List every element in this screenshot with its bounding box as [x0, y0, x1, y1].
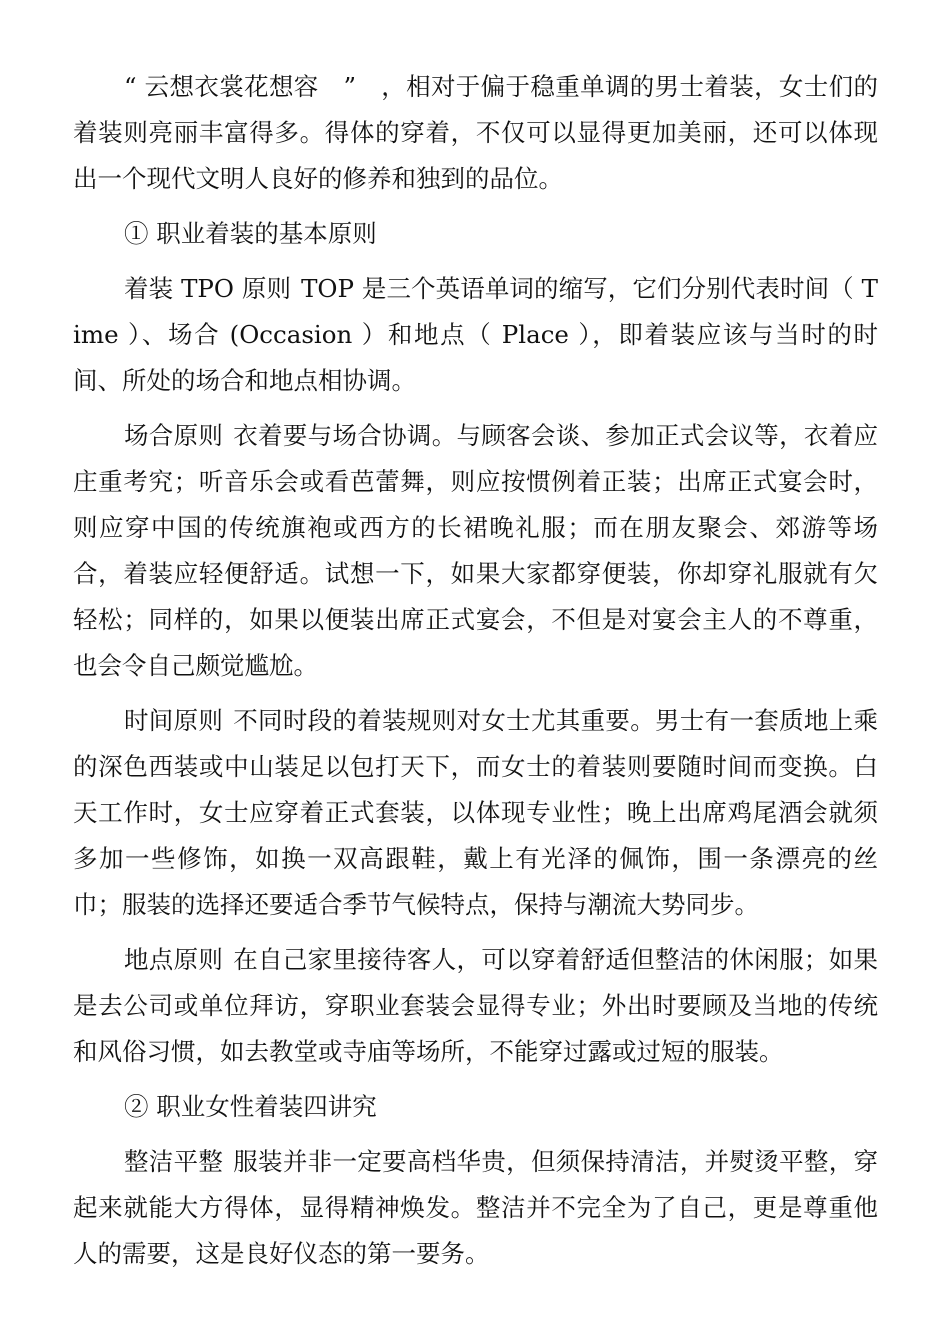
tpo-principle-paragraph [73, 266, 878, 404]
paragraph-text: TOP 是三个英语单词的缩写，它们分别代表时间（ Time ）、场合 (Occasion ）和地点（ Place ），即着装应该与当时的时间、所处的场合和地点相协调。 [73, 274, 878, 395]
occasion-principle-paragraph [73, 413, 878, 689]
paragraph-text: 不同时段的着装规则对女士尤其重要。男士有一套质地上乘的深色西装或中山装足以包打天下，而女士的着装则要随时间而变换。白天工作时，女士应穿着正式套装，以体现专业性；晚上出席鸡尾酒会就须多加一些修饰，如换一双高跟鞋，戴上有光泽的佩饰，围一条漂亮的丝巾；服装的选择还要适合季节气候特点，保持与潮流大势同步。 [73, 706, 879, 919]
section-heading-basic-principles [73, 211, 878, 257]
section-heading-four-points [73, 1084, 878, 1130]
paragraph-text: 服装并非一定要高档华贵，但须保持清洁，并熨烫平整，穿起来就能大方得体，显得精神焕发。整洁并不完全为了自己，更是尊重他人的需要，这是良好仪态的第一要务。 [73, 1147, 879, 1268]
paragraph-lead-term: 整洁平整 [124, 1147, 224, 1176]
paragraph-lead-term: 时间原则 [124, 706, 224, 735]
paragraph-lead-term: 场合原则 [124, 421, 224, 450]
place-principle-paragraph [73, 937, 878, 1075]
paragraph-lead-term: 着装 TPO 原则 [124, 274, 292, 303]
paragraph-lead-term: 地点原则 [124, 945, 224, 974]
neat-tidy-paragraph [73, 1139, 878, 1277]
paragraph-text: “ 云想衣裳花想容 ” ，相对于偏于稳重单调的男士着装，女士们的着装则亮丽丰富得多。得体的穿着，不仅可以显得更加美丽，还可以体现出一个现代文明人良好的修养和独到的品位。 [73, 72, 878, 193]
heading-text: ① 职业着装的基本原则 [124, 219, 377, 248]
document-page [73, 64, 878, 1277]
paragraph-text: 衣着要与场合协调。与顾客会谈、参加正式会议等，衣着应庄重考究；听音乐会或看芭蕾舞，则应按惯例着正装；出席正式宴会时，则应穿中国的传统旗袍或西方的长裙晚礼服；而在朋友聚会、郊游等场合，着装应轻便舒适。试想一下，如果大家都穿便装，你却穿礼服就有欠轻松；同样的，如果以便装出席正式宴会，不但是对宴会主人的不尊重，也会令自己颇觉尴尬。 [73, 421, 879, 680]
intro-paragraph [73, 64, 878, 202]
paragraph-text: 在自己家里接待客人，可以穿着舒适但整洁的休闲服；如果是去公司或单位拜访，穿职业套装会显得专业；外出时要顾及当地的传统和风俗习惯，如去教堂或寺庙等场所，不能穿过露或过短的服装。 [73, 945, 879, 1066]
time-principle-paragraph [73, 698, 878, 928]
heading-text: ② 职业女性着装四讲究 [124, 1092, 377, 1121]
